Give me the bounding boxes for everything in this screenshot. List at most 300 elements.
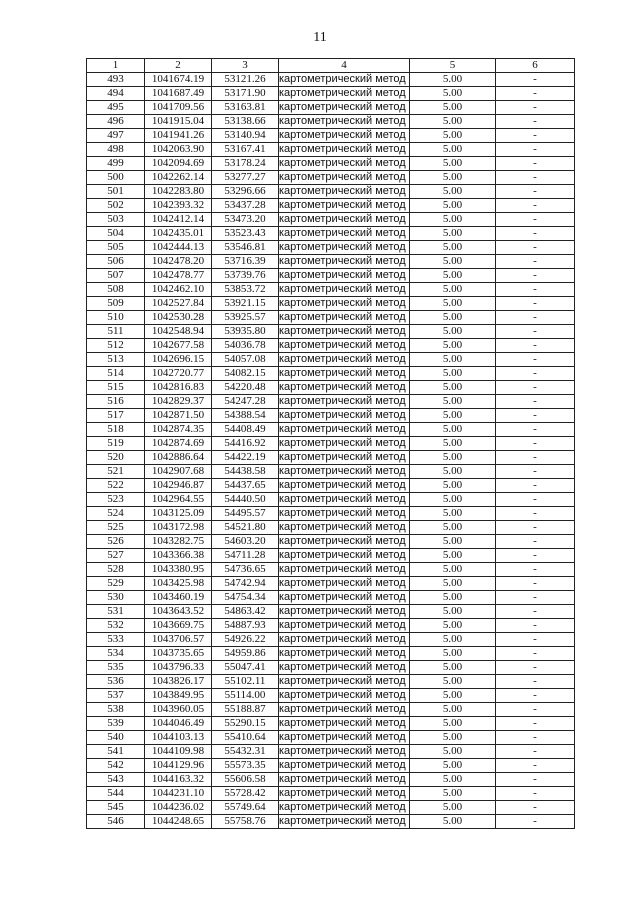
method-cell: картометрический метод — [279, 689, 410, 703]
table-row — [87, 759, 575, 773]
description-cell: - — [496, 507, 575, 521]
x-coordinate-cell: 1043460.19 — [145, 591, 212, 605]
point-number-cell: 534 — [87, 647, 145, 661]
table-row — [87, 801, 575, 815]
accuracy-cell: 5.00 — [410, 451, 496, 465]
table-row — [87, 731, 575, 745]
x-coordinate-cell: 1042964.55 — [145, 493, 212, 507]
x-coordinate-cell: 1041915.04 — [145, 115, 212, 129]
y-coordinate-cell: 54057.08 — [212, 353, 279, 367]
description-cell: - — [496, 409, 575, 423]
column-header-4: 4 — [279, 59, 410, 73]
description-cell: - — [496, 367, 575, 381]
accuracy-cell: 5.00 — [410, 381, 496, 395]
accuracy-cell: 5.00 — [410, 507, 496, 521]
method-cell: картометрический метод — [279, 129, 410, 143]
method-cell: картометрический метод — [279, 437, 410, 451]
y-coordinate-cell: 54959.86 — [212, 647, 279, 661]
point-number-cell: 530 — [87, 591, 145, 605]
table-row — [87, 199, 575, 213]
table-row — [87, 255, 575, 269]
method-cell: картометрический метод — [279, 283, 410, 297]
accuracy-cell: 5.00 — [410, 493, 496, 507]
method-cell: картометрический метод — [279, 199, 410, 213]
x-coordinate-cell: 1043366.38 — [145, 549, 212, 563]
y-coordinate-cell: 54438.58 — [212, 465, 279, 479]
method-cell: картометрический метод — [279, 255, 410, 269]
x-coordinate-cell: 1041709.56 — [145, 101, 212, 115]
y-coordinate-cell: 54754.34 — [212, 591, 279, 605]
accuracy-cell: 5.00 — [410, 199, 496, 213]
description-cell: - — [496, 731, 575, 745]
description-cell: - — [496, 815, 575, 829]
point-number-cell: 513 — [87, 353, 145, 367]
point-number-cell: 539 — [87, 717, 145, 731]
column-header-5: 5 — [410, 59, 496, 73]
accuracy-cell: 5.00 — [410, 633, 496, 647]
y-coordinate-cell: 55290.15 — [212, 717, 279, 731]
x-coordinate-cell: 1042262.14 — [145, 171, 212, 185]
accuracy-cell: 5.00 — [410, 731, 496, 745]
x-coordinate-cell: 1042444.13 — [145, 241, 212, 255]
method-cell: картометрический метод — [279, 787, 410, 801]
x-coordinate-cell: 1043669.75 — [145, 619, 212, 633]
method-cell: картометрический метод — [279, 73, 410, 87]
table-row — [87, 157, 575, 171]
table-row — [87, 143, 575, 157]
point-number-cell: 500 — [87, 171, 145, 185]
table-row — [87, 395, 575, 409]
description-cell: - — [496, 325, 575, 339]
point-number-cell: 526 — [87, 535, 145, 549]
method-cell: картометрический метод — [279, 143, 410, 157]
point-number-cell: 521 — [87, 465, 145, 479]
description-cell: - — [496, 269, 575, 283]
point-number-cell: 544 — [87, 787, 145, 801]
table-row — [87, 171, 575, 185]
table-row — [87, 423, 575, 437]
y-coordinate-cell: 55188.87 — [212, 703, 279, 717]
accuracy-cell: 5.00 — [410, 577, 496, 591]
point-number-cell: 540 — [87, 731, 145, 745]
description-cell: - — [496, 451, 575, 465]
description-cell: - — [496, 591, 575, 605]
table-row — [87, 633, 575, 647]
point-number-cell: 524 — [87, 507, 145, 521]
description-cell: - — [496, 787, 575, 801]
description-cell: - — [496, 353, 575, 367]
x-coordinate-cell: 1043849.95 — [145, 689, 212, 703]
x-coordinate-cell: 1042816.83 — [145, 381, 212, 395]
y-coordinate-cell: 55758.76 — [212, 815, 279, 829]
y-coordinate-cell: 54863.42 — [212, 605, 279, 619]
method-cell: картометрический метод — [279, 353, 410, 367]
point-number-cell: 518 — [87, 423, 145, 437]
point-number-cell: 529 — [87, 577, 145, 591]
point-number-cell: 504 — [87, 227, 145, 241]
accuracy-cell: 5.00 — [410, 227, 496, 241]
description-cell: - — [496, 549, 575, 563]
point-number-cell: 519 — [87, 437, 145, 451]
table-row — [87, 367, 575, 381]
y-coordinate-cell: 53935.80 — [212, 325, 279, 339]
table-row — [87, 549, 575, 563]
accuracy-cell: 5.00 — [410, 87, 496, 101]
accuracy-cell: 5.00 — [410, 423, 496, 437]
method-cell: картометрический метод — [279, 731, 410, 745]
method-cell: картометрический метод — [279, 507, 410, 521]
y-coordinate-cell: 55047.41 — [212, 661, 279, 675]
point-number-cell: 531 — [87, 605, 145, 619]
point-number-cell: 541 — [87, 745, 145, 759]
description-cell: - — [496, 577, 575, 591]
x-coordinate-cell: 1044248.65 — [145, 815, 212, 829]
method-cell: картометрический метод — [279, 745, 410, 759]
description-cell: - — [496, 745, 575, 759]
description-cell: - — [496, 493, 575, 507]
y-coordinate-cell: 54220.48 — [212, 381, 279, 395]
description-cell: - — [496, 563, 575, 577]
point-number-cell: 525 — [87, 521, 145, 535]
accuracy-cell: 5.00 — [410, 535, 496, 549]
method-cell: картометрический метод — [279, 647, 410, 661]
y-coordinate-cell: 54926.22 — [212, 633, 279, 647]
x-coordinate-cell: 1041941.26 — [145, 129, 212, 143]
point-number-cell: 512 — [87, 339, 145, 353]
table-row — [87, 185, 575, 199]
point-number-cell: 545 — [87, 801, 145, 815]
accuracy-cell: 5.00 — [410, 339, 496, 353]
accuracy-cell: 5.00 — [410, 773, 496, 787]
y-coordinate-cell: 55410.64 — [212, 731, 279, 745]
method-cell: картометрический метод — [279, 451, 410, 465]
description-cell: - — [496, 423, 575, 437]
description-cell: - — [496, 773, 575, 787]
table-row — [87, 521, 575, 535]
method-cell: картометрический метод — [279, 213, 410, 227]
description-cell: - — [496, 199, 575, 213]
accuracy-cell: 5.00 — [410, 143, 496, 157]
table-row — [87, 647, 575, 661]
point-number-cell: 502 — [87, 199, 145, 213]
method-cell: картометрический метод — [279, 479, 410, 493]
point-number-cell: 517 — [87, 409, 145, 423]
method-cell: картометрический метод — [279, 773, 410, 787]
description-cell: - — [496, 675, 575, 689]
y-coordinate-cell: 53277.27 — [212, 171, 279, 185]
description-cell: - — [496, 605, 575, 619]
x-coordinate-cell: 1042946.87 — [145, 479, 212, 493]
description-cell: - — [496, 703, 575, 717]
point-number-cell: 516 — [87, 395, 145, 409]
description-cell: - — [496, 143, 575, 157]
point-number-cell: 527 — [87, 549, 145, 563]
table-row — [87, 325, 575, 339]
accuracy-cell: 5.00 — [410, 563, 496, 577]
point-number-cell: 494 — [87, 87, 145, 101]
method-cell: картометрический метод — [279, 591, 410, 605]
point-number-cell: 522 — [87, 479, 145, 493]
table-row — [87, 115, 575, 129]
x-coordinate-cell: 1042478.77 — [145, 269, 212, 283]
accuracy-cell: 5.00 — [410, 255, 496, 269]
point-number-cell: 497 — [87, 129, 145, 143]
accuracy-cell: 5.00 — [410, 311, 496, 325]
y-coordinate-cell: 53437.28 — [212, 199, 279, 213]
x-coordinate-cell: 1044109.98 — [145, 745, 212, 759]
table-row — [87, 745, 575, 759]
method-cell: картометрический метод — [279, 801, 410, 815]
y-coordinate-cell: 53163.81 — [212, 101, 279, 115]
table-row — [87, 129, 575, 143]
point-number-cell: 493 — [87, 73, 145, 87]
x-coordinate-cell: 1042874.69 — [145, 437, 212, 451]
x-coordinate-cell: 1042548.94 — [145, 325, 212, 339]
point-number-cell: 536 — [87, 675, 145, 689]
y-coordinate-cell: 55573.35 — [212, 759, 279, 773]
table-row — [87, 605, 575, 619]
description-cell: - — [496, 521, 575, 535]
x-coordinate-cell: 1042871.50 — [145, 409, 212, 423]
method-cell: картометрический метод — [279, 157, 410, 171]
point-number-cell: 533 — [87, 633, 145, 647]
description-cell: - — [496, 661, 575, 675]
point-number-cell: 501 — [87, 185, 145, 199]
y-coordinate-cell: 55102.11 — [212, 675, 279, 689]
y-coordinate-cell: 54408.49 — [212, 423, 279, 437]
accuracy-cell: 5.00 — [410, 115, 496, 129]
y-coordinate-cell: 55432.31 — [212, 745, 279, 759]
method-cell: картометрический метод — [279, 521, 410, 535]
x-coordinate-cell: 1043706.57 — [145, 633, 212, 647]
y-coordinate-cell: 53167.41 — [212, 143, 279, 157]
point-number-cell: 508 — [87, 283, 145, 297]
x-coordinate-cell: 1043172.98 — [145, 521, 212, 535]
point-number-cell: 496 — [87, 115, 145, 129]
point-number-cell: 509 — [87, 297, 145, 311]
point-number-cell: 514 — [87, 367, 145, 381]
table-row — [87, 717, 575, 731]
description-cell: - — [496, 465, 575, 479]
accuracy-cell: 5.00 — [410, 801, 496, 815]
description-cell: - — [496, 73, 575, 87]
y-coordinate-cell: 53473.20 — [212, 213, 279, 227]
accuracy-cell: 5.00 — [410, 661, 496, 675]
x-coordinate-cell: 1041687.49 — [145, 87, 212, 101]
method-cell: картометрический метод — [279, 311, 410, 325]
description-cell: - — [496, 633, 575, 647]
x-coordinate-cell: 1042886.64 — [145, 451, 212, 465]
method-cell: картометрический метод — [279, 717, 410, 731]
column-header-3: 3 — [212, 59, 279, 73]
accuracy-cell: 5.00 — [410, 605, 496, 619]
method-cell: картометрический метод — [279, 577, 410, 591]
point-number-cell: 537 — [87, 689, 145, 703]
method-cell: картометрический метод — [279, 241, 410, 255]
y-coordinate-cell: 53140.94 — [212, 129, 279, 143]
accuracy-cell: 5.00 — [410, 717, 496, 731]
accuracy-cell: 5.00 — [410, 367, 496, 381]
description-cell: - — [496, 437, 575, 451]
point-number-cell: 510 — [87, 311, 145, 325]
accuracy-cell: 5.00 — [410, 479, 496, 493]
point-number-cell: 532 — [87, 619, 145, 633]
table-row — [87, 507, 575, 521]
column-header-2: 2 — [145, 59, 212, 73]
table-row — [87, 269, 575, 283]
method-cell: картометрический метод — [279, 339, 410, 353]
x-coordinate-cell: 1042283.80 — [145, 185, 212, 199]
accuracy-cell: 5.00 — [410, 787, 496, 801]
y-coordinate-cell: 54736.65 — [212, 563, 279, 577]
table-row — [87, 479, 575, 493]
table-row — [87, 535, 575, 549]
point-number-cell: 523 — [87, 493, 145, 507]
description-cell: - — [496, 381, 575, 395]
x-coordinate-cell: 1042907.68 — [145, 465, 212, 479]
description-cell: - — [496, 87, 575, 101]
y-coordinate-cell: 54742.94 — [212, 577, 279, 591]
table-row — [87, 87, 575, 101]
x-coordinate-cell: 1044046.49 — [145, 717, 212, 731]
table-row — [87, 815, 575, 829]
y-coordinate-cell: 53853.72 — [212, 283, 279, 297]
description-cell: - — [496, 759, 575, 773]
table-row — [87, 227, 575, 241]
x-coordinate-cell: 1043425.98 — [145, 577, 212, 591]
accuracy-cell: 5.00 — [410, 745, 496, 759]
table-row — [87, 787, 575, 801]
description-cell: - — [496, 619, 575, 633]
x-coordinate-cell: 1041674.19 — [145, 73, 212, 87]
x-coordinate-cell: 1044231.10 — [145, 787, 212, 801]
accuracy-cell: 5.00 — [410, 241, 496, 255]
method-cell: картометрический метод — [279, 185, 410, 199]
description-cell: - — [496, 479, 575, 493]
accuracy-cell: 5.00 — [410, 759, 496, 773]
description-cell: - — [496, 255, 575, 269]
y-coordinate-cell: 55606.58 — [212, 773, 279, 787]
y-coordinate-cell: 53523.43 — [212, 227, 279, 241]
point-number-cell: 495 — [87, 101, 145, 115]
y-coordinate-cell: 55114.00 — [212, 689, 279, 703]
y-coordinate-cell: 54495.57 — [212, 507, 279, 521]
description-cell: - — [496, 717, 575, 731]
x-coordinate-cell: 1042527.84 — [145, 297, 212, 311]
accuracy-cell: 5.00 — [410, 269, 496, 283]
point-number-cell: 528 — [87, 563, 145, 577]
y-coordinate-cell: 54416.92 — [212, 437, 279, 451]
method-cell: картометрический метод — [279, 395, 410, 409]
description-cell: - — [496, 647, 575, 661]
description-cell: - — [496, 185, 575, 199]
method-cell: картометрический метод — [279, 367, 410, 381]
method-cell: картометрический метод — [279, 661, 410, 675]
x-coordinate-cell: 1044236.02 — [145, 801, 212, 815]
x-coordinate-cell: 1043826.17 — [145, 675, 212, 689]
method-cell: картометрический метод — [279, 815, 410, 829]
description-cell: - — [496, 395, 575, 409]
method-cell: картометрический метод — [279, 409, 410, 423]
method-cell: картометрический метод — [279, 101, 410, 115]
y-coordinate-cell: 54521.80 — [212, 521, 279, 535]
method-cell: картометрический метод — [279, 535, 410, 549]
y-coordinate-cell: 53925.57 — [212, 311, 279, 325]
x-coordinate-cell: 1042063.90 — [145, 143, 212, 157]
y-coordinate-cell: 53138.66 — [212, 115, 279, 129]
method-cell: картометрический метод — [279, 493, 410, 507]
y-coordinate-cell: 54437.65 — [212, 479, 279, 493]
description-cell: - — [496, 689, 575, 703]
table-row — [87, 73, 575, 87]
description-cell: - — [496, 339, 575, 353]
table-row — [87, 493, 575, 507]
point-number-cell: 506 — [87, 255, 145, 269]
method-cell: картометрический метод — [279, 269, 410, 283]
y-coordinate-cell: 53921.15 — [212, 297, 279, 311]
method-cell: картометрический метод — [279, 675, 410, 689]
accuracy-cell: 5.00 — [410, 465, 496, 479]
description-cell: - — [496, 171, 575, 185]
accuracy-cell: 5.00 — [410, 437, 496, 451]
accuracy-cell: 5.00 — [410, 521, 496, 535]
y-coordinate-cell: 53546.81 — [212, 241, 279, 255]
accuracy-cell: 5.00 — [410, 171, 496, 185]
accuracy-cell: 5.00 — [410, 157, 496, 171]
table-row — [87, 465, 575, 479]
method-cell: картометрический метод — [279, 227, 410, 241]
table-row — [87, 619, 575, 633]
description-cell: - — [496, 283, 575, 297]
point-number-cell: 515 — [87, 381, 145, 395]
point-number-cell: 505 — [87, 241, 145, 255]
table-row — [87, 675, 575, 689]
description-cell: - — [496, 801, 575, 815]
y-coordinate-cell: 53171.90 — [212, 87, 279, 101]
point-number-cell: 538 — [87, 703, 145, 717]
accuracy-cell: 5.00 — [410, 689, 496, 703]
method-cell: картометрический метод — [279, 759, 410, 773]
method-cell: картометрический метод — [279, 325, 410, 339]
point-number-cell: 542 — [87, 759, 145, 773]
point-number-cell: 535 — [87, 661, 145, 675]
accuracy-cell: 5.00 — [410, 129, 496, 143]
point-number-cell: 499 — [87, 157, 145, 171]
method-cell: картометрический метод — [279, 619, 410, 633]
y-coordinate-cell: 54440.50 — [212, 493, 279, 507]
accuracy-cell: 5.00 — [410, 73, 496, 87]
description-cell: - — [496, 129, 575, 143]
method-cell: картометрический метод — [279, 605, 410, 619]
x-coordinate-cell: 1043643.52 — [145, 605, 212, 619]
accuracy-cell: 5.00 — [410, 353, 496, 367]
accuracy-cell: 5.00 — [410, 283, 496, 297]
table-row — [87, 297, 575, 311]
point-number-cell: 511 — [87, 325, 145, 339]
x-coordinate-cell: 1042393.32 — [145, 199, 212, 213]
accuracy-cell: 5.00 — [410, 297, 496, 311]
table-row — [87, 773, 575, 787]
x-coordinate-cell: 1044103.13 — [145, 731, 212, 745]
method-cell: картометрический метод — [279, 115, 410, 129]
description-cell: - — [496, 213, 575, 227]
accuracy-cell: 5.00 — [410, 549, 496, 563]
method-cell: картометрический метод — [279, 297, 410, 311]
table-row — [87, 283, 575, 297]
description-cell: - — [496, 115, 575, 129]
x-coordinate-cell: 1042094.69 — [145, 157, 212, 171]
x-coordinate-cell: 1043796.33 — [145, 661, 212, 675]
